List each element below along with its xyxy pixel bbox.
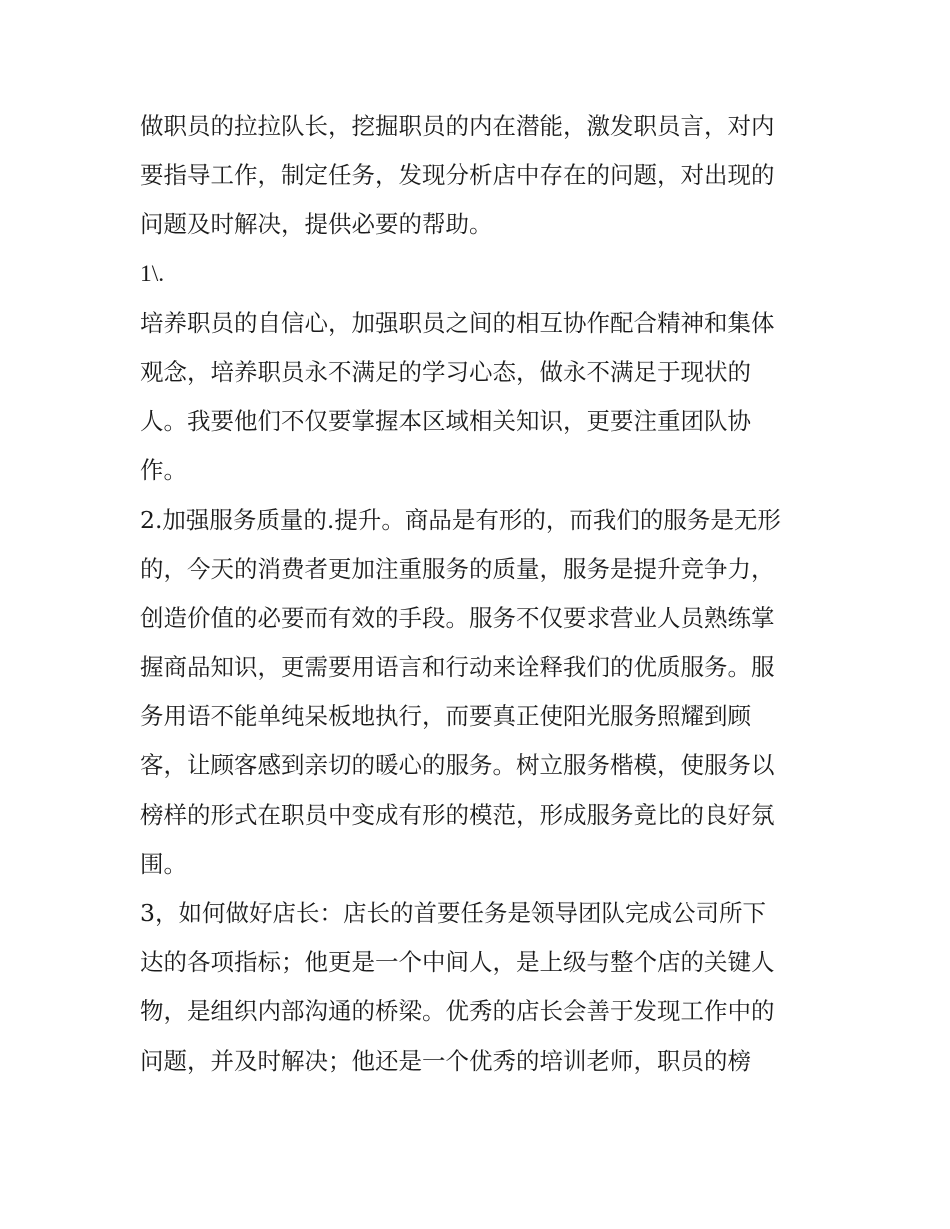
section-number: 1\. — [140, 260, 165, 287]
text-line: 作。 — [140, 456, 187, 485]
section-heading-line: 3，如何做好店长：店长的首要任务是领导团队完成公司所下 — [140, 899, 766, 927]
text-line: 人。我要他们不仅要掌握本区域相关知识，更要注重团队协 — [140, 407, 751, 436]
text-line: 问题，并及时解决；他还是一个优秀的培训老师，职员的榜 — [140, 1046, 751, 1075]
text-line: 创造价值的必要而有效的手段。服务不仅要求营业人员熟练掌 — [140, 603, 775, 632]
text-line: 达的各项指标；他更是一个中间人，是上级与整个店的关键人 — [140, 948, 775, 977]
text-line: 务用语不能单纯呆板地执行，而要真正使阳光服务照耀到顾 — [140, 702, 751, 731]
text-line: 要指导工作，制定任务，发现分析店中存在的问题，对出现的 — [140, 161, 775, 190]
text-line: 榜样的形式在职员中变成有形的模范，形成服务竟比的良好氛 — [140, 800, 775, 829]
text-line: 的，今天的消费者更加注重服务的质量，服务是提升竞争力， — [140, 554, 775, 583]
text-line: 做职员的拉拉队长，挖掘职员的内在潜能，激发职员言，对内 — [140, 112, 775, 140]
body-text — [140, 102, 820, 1086]
text-line: 客，让顾客感到亲切的暖心的服务。树立服务楷模，使服务以 — [140, 751, 775, 780]
text-line: 观念，培养职员永不满足的学习心态，做永不满足于现状的 — [140, 357, 751, 386]
text-line: 物，是组织内部沟通的桥梁。优秀的店长会善于发现工作中的 — [140, 997, 775, 1026]
text-line: 握商品知识，更需要用语言和行动来诠释我们的优质服务。服 — [140, 653, 775, 682]
text-line: 问题及时解决，提供必要的帮助。 — [140, 210, 493, 239]
text-line: 培养职员的自信心，加强职员之间的相互协作配合精神和集体 — [140, 308, 775, 337]
section-heading-line: 2.加强服务质量的.提升。商品是有形的，而我们的服务是无形 — [140, 505, 781, 534]
text-line: 围。 — [140, 849, 187, 878]
